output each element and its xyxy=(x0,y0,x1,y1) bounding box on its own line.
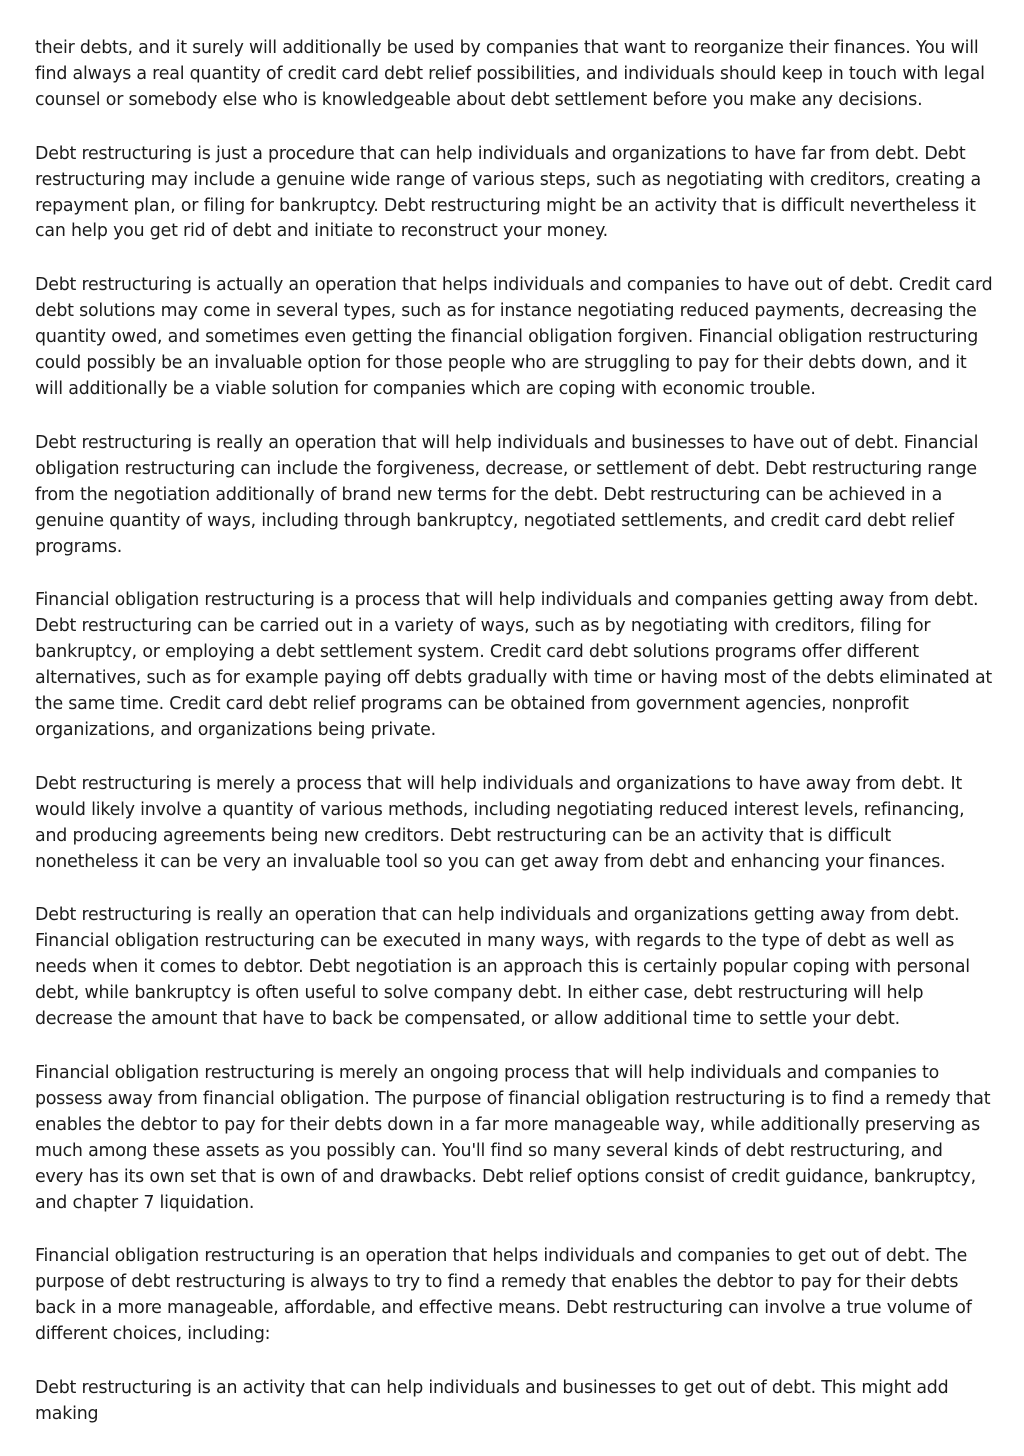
paragraph-4: Debt restructuring is really an operation that will help individuals and businesses to have out of debt. Financial obligation restructuring can include the forgiveness, decrease, or settlement of debt. Debt restructuring range from the negotiation additionally of brand new terms for the debt. Debt restructuring can be achieved in a genuine quantity of ways, including through bankruptcy, negotiated settlements, and credit card debt relief programs. xyxy=(35,432,979,557)
paragraph-1: their debts, and it surely will additionally be used by companies that want to reorganize their finances. You will find always a real quantity of credit card debt relief possibilities, and individuals should keep in touch with legal counsel or somebody else who is knowledgeable about debt settlement before you make any decisions. xyxy=(35,38,985,110)
paragraph-3: Debt restructuring is actually an operation that helps individuals and companies to have out of debt. Credit card debt solutions may come in several types, such as for instance negotiating reduced payments, decreasing the quantity owed, and sometimes even getting the financial obligation forgiven. Financial obligation restructuring could possibly be an invaluable option for those people who are struggling to pay for their debts down, and it will additionally be a viable solution for companies which are coping with economic trouble. xyxy=(35,275,993,399)
paragraph-9: Financial obligation restructuring is an operation that helps individuals and companies to get out of debt. The purpose of debt restructuring is always to try to find a remedy that enables the debtor to pay for their debts back in a more manageable, affordable, and effective means. Debt restructuring can involve a true volume of different choices, including: xyxy=(35,1246,972,1345)
paragraph-7: Debt restructuring is really an operation that can help individuals and organizations getting away from debt. Financial obligation restructuring can be executed in many ways, with regards to the type of debt as well as needs when it comes to debtor. Debt negotiation is an approach this is certainly popular coping with personal debt, while bankruptcy is often useful to solve company debt. In either case, debt restructuring will help decrease the amount that have to back be compensated, or allow additional time to settle your debt. xyxy=(35,905,970,1030)
paragraph-10: Debt restructuring is an activity that can help individuals and businesses to get out of debt. This might add making xyxy=(35,1378,949,1424)
paragraph-2: Debt restructuring is just a procedure that can help individuals and organizations to have far from debt. Debt restructuring may include a genuine wide range of various steps, such as negotiating with creditors, creating a repayment plan, or filing for bankruptcy. Debt restructuring might be an activity that is difficult nevertheless it can help you get rid of debt and initiate to reconstruct your money. xyxy=(35,143,981,242)
paragraph-5: Financial obligation restructuring is a process that will help individuals and companies getting away from debt. Debt restructuring can be carried out in a variety of ways, such as by negotiating with creditors, filing for bankruptcy, or employing a debt settlement system. Credit card debt solutions programs offer different alternatives, such as for example paying off debts gradually with time or having most of the debts eliminated at the same time. Credit card debt relief programs can be obtained from government agencies, nonprofit organizations, and organizations being private. xyxy=(35,590,993,740)
paragraph-8: Financial obligation restructuring is merely an ongoing process that will help individuals and companies to possess away from financial obligation. The purpose of financial obligation restructuring is to find a remedy that enables the debtor to pay for their debts down in a far more manageable way, while additionally preserving as much among these assets as you possibly can. You'll find so many several kinds of debt restructuring, and every has its own set that is own of and drawbacks. Debt relief options consist of credit guidance, bankruptcy, and chapter 7 liquidation. xyxy=(35,1063,991,1213)
document-body xyxy=(35,36,995,1456)
paragraph-6: Debt restructuring is merely a process that will help individuals and organizations to have away from debt. It would likely involve a quantity of various methods, including negotiating reduced interest levels, refinancing, and producing agreements being new creditors. Debt restructuring can be an activity that is difficult nonetheless it can be very an invaluable tool so you can get away from debt and enhancing your finances. xyxy=(35,773,965,872)
